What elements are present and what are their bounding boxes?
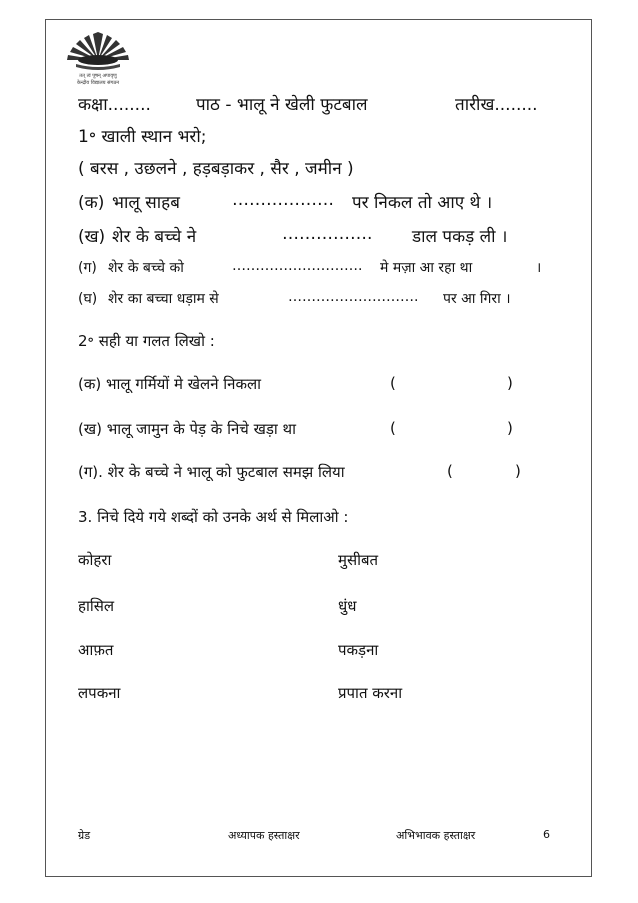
footer-parent-signature: अभिभावक हस्ताक्षर (396, 829, 476, 842)
match-right-word: प्रपात करना (338, 684, 403, 702)
q1-item-label: (ग) (78, 260, 97, 276)
q1-item-text: भालू साहब (112, 193, 180, 213)
q1-item-label: (क) (78, 193, 105, 213)
q2-answer-close: ) (507, 419, 513, 437)
q1-item-text-end: पर आ गिरा । (443, 291, 511, 307)
footer-grade: ग्रेड (78, 829, 91, 842)
lesson-title: पाठ - भालू ने खेली फुटबाल (196, 95, 368, 115)
q2-answer-close: ) (507, 374, 513, 392)
q2-answer-open: ( (390, 419, 396, 437)
kvs-logo (62, 30, 134, 88)
match-left-word: आफ़त (78, 641, 114, 659)
q2-item-text: (ख) भालू जामुन के पेड़ के निचे खड़ा था (78, 420, 296, 438)
q1-word-bank: ( बरस , उछलने , हड़बड़ाकर , सैर , जमीन ) (78, 159, 354, 179)
q3-heading: 3. निचे दिये गये शब्दों को उनके अर्थ से मिलाओ : (78, 508, 349, 526)
page-number: 6 (543, 828, 550, 841)
q1-item-label: (ख) (78, 227, 106, 247)
match-right-word: धुंध (338, 597, 357, 615)
match-left-word: लपकना (78, 684, 121, 702)
q2-answer-close: ) (515, 462, 521, 480)
svg-text:तत् त्वं पूषन् अपावृणु: तत् त्वं पूषन् अपावृणु (79, 73, 117, 79)
q1-item-blank: ………………………. (232, 258, 363, 274)
date-label: तारीख........ (455, 95, 538, 115)
q2-answer-open: ( (447, 462, 453, 480)
q1-item-end-mark: । (536, 260, 542, 276)
q1-item-blank: ……………… (232, 190, 334, 210)
q1-item-text: शेर का बच्चा धड़ाम से (108, 291, 219, 307)
q2-item-text: (क) भालू गर्मियों मे खेलने निकला (78, 375, 262, 393)
footer-teacher-signature: अध्यापक हस्ताक्षर (228, 829, 300, 842)
q1-item-text: शेर के बच्चे ने (112, 227, 197, 247)
q1-item-text: शेर के बच्चे को (108, 260, 184, 276)
match-left-word: कोहरा (78, 551, 112, 569)
match-left-word: हासिल (78, 597, 115, 615)
svg-text:केन्द्रीय विद्यालय संगठन: केन्द्रीय विद्यालय संगठन (76, 80, 120, 86)
q1-item-blank: ……………. (282, 224, 373, 244)
q1-item-text-end: डाल पकड़ ली । (412, 227, 508, 247)
q1-item-label: (घ) (78, 291, 98, 307)
q1-item-text-end: मे मज़ा आ रहा था (380, 260, 473, 276)
q2-answer-open: ( (390, 374, 396, 392)
q1-heading: 1॰ खाली स्थान भरो; (78, 127, 207, 147)
q1-item-text-end: पर निकल तो आए थे । (352, 193, 493, 213)
class-label: कक्षा........ (78, 95, 151, 115)
match-right-word: मुसीबत (338, 551, 379, 569)
q2-heading: 2॰ सही या गलत लिखो : (78, 332, 215, 350)
match-right-word: पकड़ना (338, 641, 379, 659)
page-border (45, 19, 592, 877)
q2-item-text: (ग). शेर के बच्चे ने भालू को फुटबाल समझ लिया (78, 463, 345, 481)
q1-item-blank: ………………………. (288, 289, 419, 305)
